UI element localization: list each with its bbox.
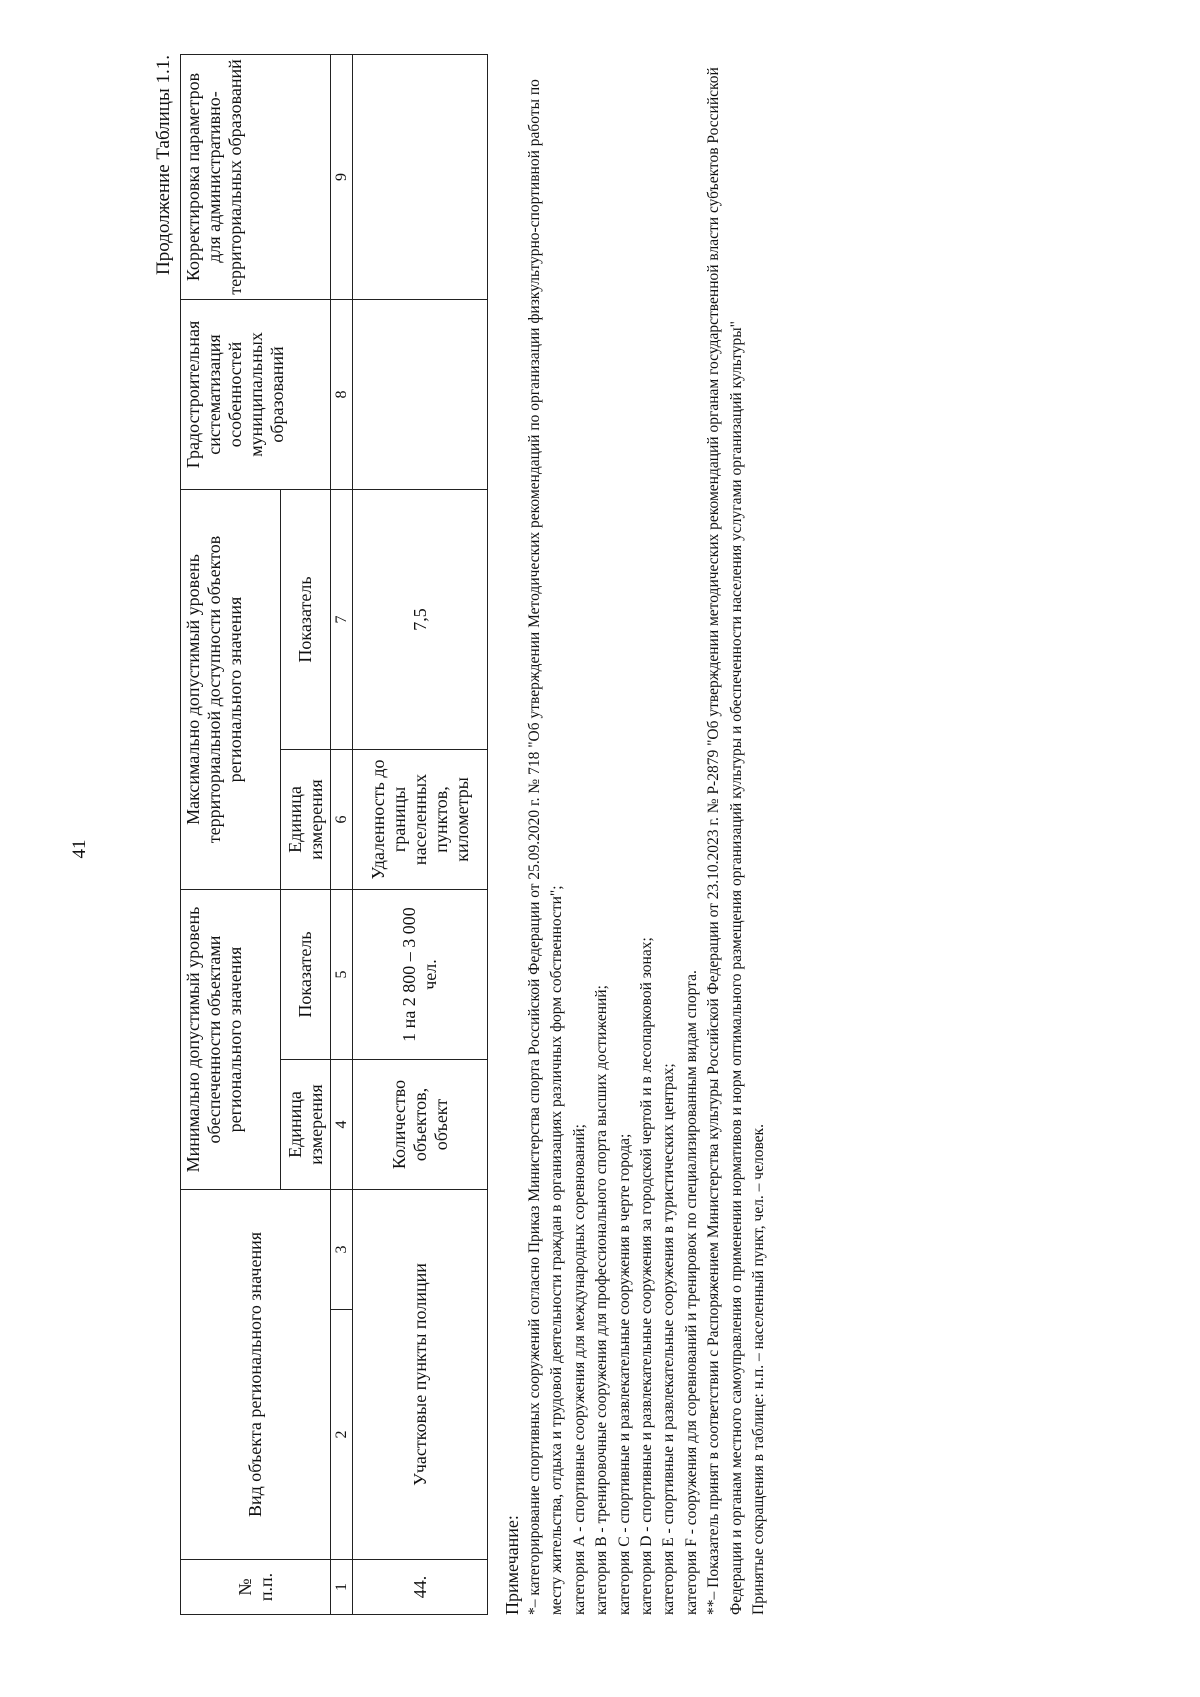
column-number: 6 bbox=[331, 749, 353, 889]
table-continuation-label: Продолжение Таблицы 1.1. bbox=[153, 55, 174, 275]
column-number: 7 bbox=[331, 489, 353, 749]
column-number: 2 bbox=[331, 1310, 353, 1560]
row-systematization bbox=[353, 299, 488, 489]
notes-title: Примечание: bbox=[502, 1515, 522, 1615]
column-number: 9 bbox=[331, 54, 353, 299]
row-min-value: 1 на 2 800 – 3 000 чел. bbox=[353, 889, 488, 1059]
note-line: **– Показатель принят в соответствии с Распоряжением Министерства культуры Российской Федерации от 23.10.2023 г. № Р-2879 "Об утверждении методических рекомендаций органам государственной власти субъектов Российской Федерации и органам местного самоуправления о применении нормативов и норм оптимального размещения организаций культуры и обеспеченности населения услугами организаций культуры" bbox=[705, 67, 745, 1615]
note-line: категория Е - спортивные и развлекательные сооружения в туристических центрах; bbox=[660, 1063, 678, 1615]
page-number: 41 bbox=[69, 839, 90, 859]
column-number: 1 bbox=[331, 1560, 353, 1615]
column-number: 3 bbox=[331, 1190, 353, 1310]
header-max-level: Максимально допустимый уровень территориальной доступности объектов регионального значения bbox=[181, 489, 281, 889]
header-adjustment: Корректировка параметров для административно-территориальных образований bbox=[181, 54, 331, 299]
column-number: 8 bbox=[331, 299, 353, 489]
row-num: 44. bbox=[353, 1560, 488, 1615]
header-systematization: Градостроительная систематизация особенностей муниципальных образований bbox=[181, 299, 331, 489]
header-max-unit: Единица измерения bbox=[281, 749, 331, 889]
header-max-indicator: Показатель bbox=[281, 489, 331, 749]
regional-objects-table bbox=[180, 54, 488, 1615]
header-min-indicator: Показатель bbox=[281, 889, 331, 1059]
note-line: категория D - спортивные и развлекательные сооружения за городской чертой и в лесопарковой зонах; bbox=[638, 937, 656, 1615]
note-line: категория А - спортивные сооружения для международных соревнований; bbox=[570, 1124, 588, 1615]
note-line: категория В - тренировочные сооружения для профессионального спорта высших достижений; bbox=[593, 985, 611, 1615]
column-number: 5 bbox=[331, 889, 353, 1059]
row-object-type: Участковые пункты полиции bbox=[353, 1190, 488, 1560]
header-object-type: Вид объекта регионального значения bbox=[181, 1190, 331, 1560]
row-min-unit: Количество объектов, объект bbox=[353, 1060, 488, 1190]
row-adjustment bbox=[353, 54, 488, 299]
note-line: категория F - сооружения для соревнований и тренировок по специализированным видам спорта. bbox=[682, 970, 700, 1615]
note-line: Принятые сокращения в таблице: н.п. – населенный пункт, чел. – человек. bbox=[750, 1124, 768, 1615]
note-line: *– категорирование спортивных сооружений согласно Приказ Министерства спорта Российской Федерации от 25.09.2020 г. № 718 "Об утверждении Методических рекомендаций по организации физкультурно-спортивной работы по месту жительства, отдыха и трудовой деятельности граждан в организациях различных форм собственности"; bbox=[526, 79, 566, 1615]
row-max-value: 7,5 bbox=[353, 489, 488, 749]
header-num: № п.п. bbox=[181, 1560, 331, 1615]
table-row bbox=[353, 54, 488, 1614]
header-min-level: Минимально допустимый уровень обеспеченности объектами регионального значения bbox=[181, 889, 281, 1189]
header-min-unit: Единица измерения bbox=[281, 1060, 331, 1190]
note-line: категория С - спортивные и развлекательные сооружения в черте города; bbox=[615, 1133, 633, 1615]
rotated-page-content bbox=[150, 55, 830, 1615]
row-max-unit: Удаленность до границы населенных пунктов, километры bbox=[353, 749, 488, 889]
notes-section bbox=[500, 55, 770, 1615]
column-number: 4 bbox=[331, 1060, 353, 1190]
